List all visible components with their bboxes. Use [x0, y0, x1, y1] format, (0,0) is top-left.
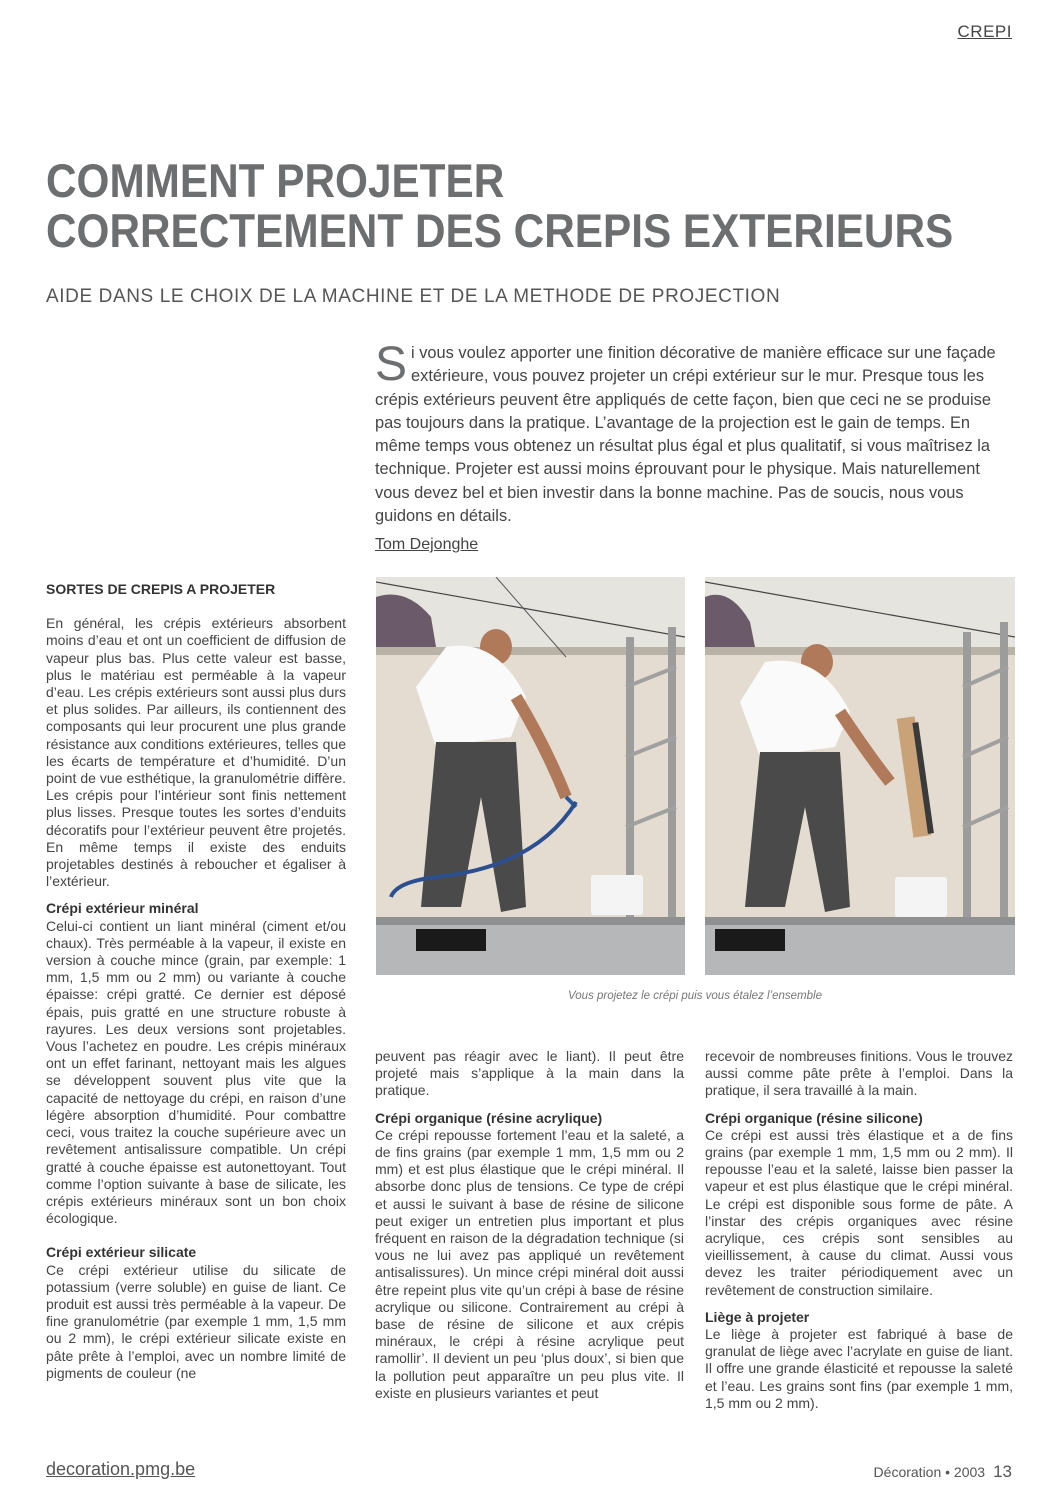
- photo-spreading: [705, 577, 1015, 975]
- column-3: [705, 1048, 1013, 1412]
- issue-label: Décoration • 2003: [873, 1464, 986, 1480]
- col3-subheading-cork: Liège à projeter: [705, 1308, 810, 1325]
- col3-paragraph-1: recevoir de nombreuses finitions. Vous le trouvez aussi comme pâte prête à l’emploi. Dans la pratique, il sera travaillé à la main.: [705, 1048, 1013, 1099]
- intro-paragraph: [375, 338, 1012, 528]
- article-title: [46, 154, 954, 257]
- section-heading: SORTES DE CREPIS A PROJETER: [46, 581, 276, 597]
- section-tag[interactable]: CREPI: [957, 22, 1012, 41]
- col2-subheading-acrylic: Crépi organique (résine acrylique): [375, 1109, 603, 1126]
- col2-paragraph-1: peuvent pas réagir avec le liant). Il peut être projeté mais s’applique à la main dans la pratique.: [375, 1048, 684, 1099]
- column-2: [375, 1048, 684, 1402]
- footer-issue: [874, 1462, 1012, 1482]
- article-subtitle: AIDE DANS LE CHOIX DE LA MACHINE ET DE LA METHODE DE PROJECTION: [46, 286, 781, 307]
- col3-subheading-silicone: Crépi organique (résine silicone): [705, 1109, 923, 1126]
- page-number: 13: [993, 1462, 1012, 1481]
- article-title-line-2: CORRECTEMENT DES CREPIS EXTERIEURS: [46, 204, 954, 257]
- col1-paragraph-1: En général, les crépis extérieurs absorbent moins d’eau et ont un coefficient de diffusion de vapeur plus bas. Plus cette valeur est basse, plus le matériau est perméable à la vapeur d’eau. Les crépis extérieurs sont aussi plus durs et plus solides. Par ailleurs, ils contiennent des composants qui leur procurent une plus grande résistance aux conditions extérieures, telles que les écarts de température et d’humidité. D’un point de vue esthétique, la granulométrie diffère. Les crépis pour l’intérieur sont finis nettement plus lisses. Presque toutes les sortes d’enduits décoratifs pour l’extérieur peuvent être projetés. En même temps il existe des enduits projetables destinés à reboucher et égaliser à l’extérieur.: [46, 615, 346, 890]
- photo-spraying: [376, 577, 685, 975]
- intro-text: i vous voulez apporter une finition décorative de manière efficace sur une façade extérieure, vous pouvez projeter un crépi extérieur sur le mur. Presque tous les crépis extérieurs peuvent être appliqués de cette façon, bien que ceci ne se produise pas toujours dans la pratique. L’avantage de la projection est le gain de temps. En même temps vous obtenez un résultat plus égal et plus qualitatif, si vous maîtrisez la technique. Projeter est aussi moins éprouvant pour le physique. Mais naturellement vous devez bel et bien investir dans la bonne machine. Pas de soucis, nous vous guidons en détails.: [375, 344, 996, 526]
- website-link[interactable]: decoration.pmg.be: [46, 1459, 196, 1479]
- col1-subheading-silicate: Crépi extérieur silicate: [46, 1244, 197, 1261]
- col2-paragraph-2: Ce crépi repousse fortement l’eau et la saleté, a de fins grains (par exemple 1 mm, 1,5 mm ou 2 mm) et est plus élastique que le crépi minéral. Il absorbe donc plus de tensions. Ce type de crépi et aussi le suivant à base de résine de silicone peut exiger un entretien plus important et plus fréquent en raison de la dégradation technique (si vous ne lui avez pas appliqué un revêtement antisalissures). Un mince crépi minéral doit aussi être repeint plus vite qu’un crépi à base de résine acrylique ou silicone. Contrairement au crépi à base de résine de silicone et aux crépis minéraux, le crépi à résine acrylique peut ramollir’. Il devient un peu ‘plus doux’, si bien que la pollution peut apparaître un peu plus vite. Il existe en plusieurs variantes et peut: [375, 1126, 684, 1401]
- photo-caption: Vous projetez le crépi puis vous étalez l’ensemble: [568, 990, 822, 1002]
- col3-paragraph-2: Ce crépi est aussi très élastique et a de fins grains (par exemple 1 mm, 1,5 mm ou 2 mm). Il repousse l’eau et la saleté, laisse bien passer la vapeur et est plus élastique que le crépi minéral. Le crépi est disponible sous forme de pâte. A l’instar des crépis organiques avec résine acrylique, ces crépis sont sensibles au vieillissement, à cause du climat. Aussi vous devez les traiter périodiquement avec un revêtement de construction similaire.: [705, 1126, 1013, 1298]
- column-1: [46, 581, 346, 1382]
- drop-cap: S: [375, 338, 408, 391]
- col1-subheading-mineral: Crépi extérieur minéral: [46, 900, 199, 917]
- col1-paragraph-3: Ce crépi extérieur utilise du silicate de potassium (verre soluble) en guise de liant. Ce produit est aussi très perméable à la vapeur. De fine granulométrie (par exemple 1 mm, 1,5 mm ou 2 mm), le crépi extérieur silicate existe en pâte prête à l’emploi, avec un nombre limité de pigments de couleur (ne: [46, 1261, 346, 1381]
- col3-paragraph-3: Le liège à projeter est fabriqué à base de granulat de liège avec l’acrylate en guise de liant. Il offre une grande élasticité et repousse la saleté et l’eau. Les grains sont fins (par exemple 1 mm, 1,5 mm ou 2 mm).: [705, 1326, 1013, 1411]
- col1-paragraph-2: Celui-ci contient un liant minéral (ciment et/ou chaux). Très perméable à la vapeur, il existe en version à couche mince (grain, par exemple: 1 mm, 1,5 mm ou 2 mm) ou variante à couche épaisse: crépi gratté. Ce dernier est déposé épais, puis gratté en une structure robuste à rayures. Les deux versions sont projetables. Vous l’achetez en poudre. Les crépis minéraux ont un effet farinant, nettoyant mais les algues se développent souvent plus vite que la capacité de nettoyage du crépi, en raison d’une légère absorption d’humidité. Pour combattre ceci, vous traitez la couche supérieure avec un revêtement antisalissure compatible. Un crépi gratté à couche épaisse est autonettoyant. Tout comme l’option suivante à base de silicate, les crépis extérieurs minéraux sont un bon choix écologique.: [46, 917, 346, 1227]
- author-link[interactable]: Tom Dejonghe: [375, 536, 479, 553]
- article-title-line-1: COMMENT PROJETER: [46, 154, 505, 207]
